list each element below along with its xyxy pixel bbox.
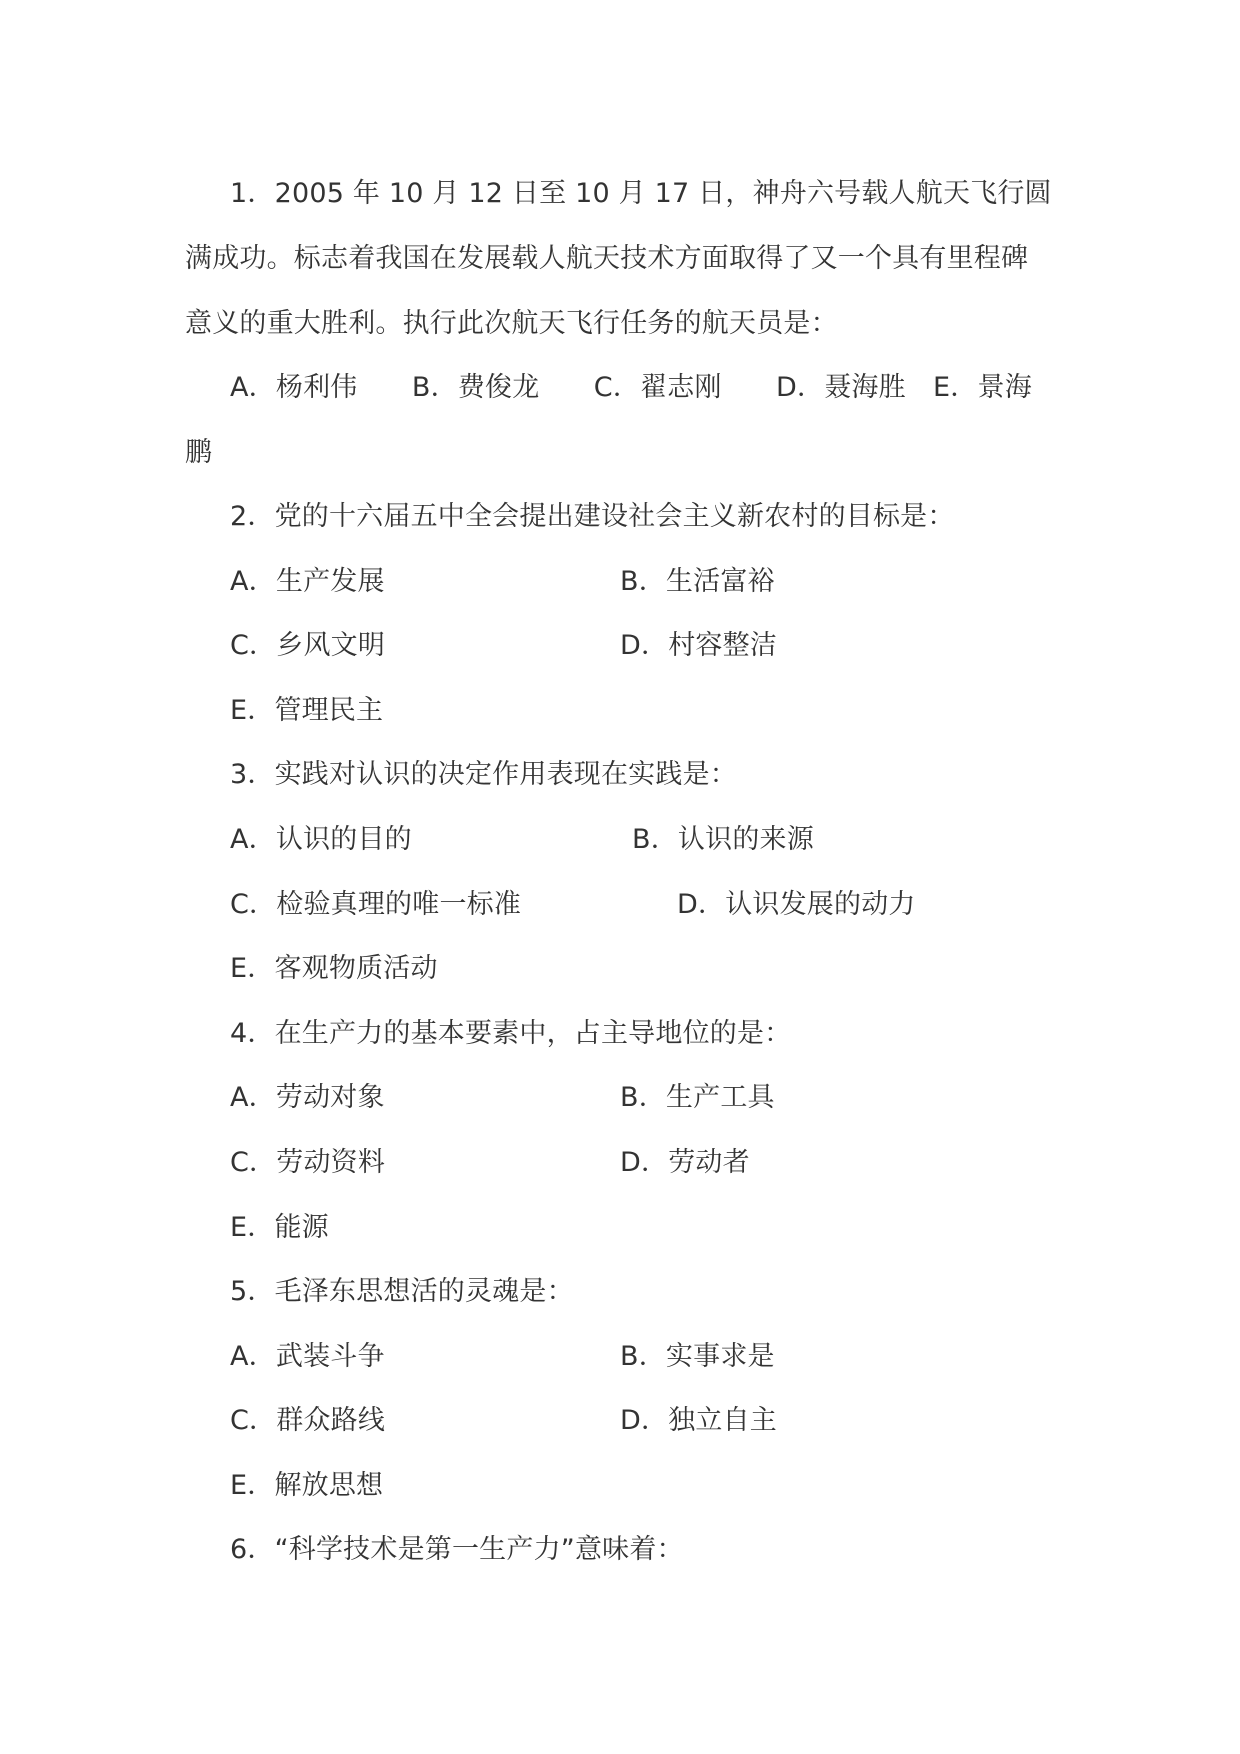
question-2-stem: 2．党的十六届五中全会提出建设社会主义新农村的目标是： — [230, 501, 955, 532]
question-2-option-b: B．生活富裕 — [620, 566, 775, 597]
question-4-option-b: B．生产工具 — [620, 1082, 775, 1113]
question-3-option-b: B．认识的来源 — [632, 824, 814, 855]
question-2-option-e: E．管理民主 — [230, 695, 384, 726]
question-5-stem: 5．毛泽东思想活的灵魂是： — [230, 1276, 574, 1307]
question-4-option-c: C．劳动资料 — [230, 1147, 386, 1178]
question-5-option-c: C．群众路线 — [230, 1405, 386, 1436]
question-6-stem: 6．“科学技术是第一生产力”意味着： — [230, 1534, 684, 1565]
question-4-option-d: D．劳动者 — [620, 1147, 750, 1178]
question-1-options: A．杨利伟 B．费俊龙 C．翟志刚 D．聂海胜 E．景海 — [230, 372, 1032, 403]
question-2-option-c: C．乡风文明 — [230, 630, 386, 661]
question-3-stem: 3．实践对认识的决定作用表现在实践是： — [230, 759, 737, 790]
question-2-option-d: D．村容整洁 — [620, 630, 777, 661]
question-3-option-e: E．客观物质活动 — [230, 953, 438, 984]
question-4-stem: 4．在生产力的基本要素中，占主导地位的是： — [230, 1018, 792, 1049]
question-4-option-a: A．劳动对象 — [230, 1082, 385, 1113]
question-2-option-a: A．生产发展 — [230, 566, 385, 597]
question-4-option-e: E．能源 — [230, 1212, 329, 1243]
question-5-option-d: D．独立自主 — [620, 1405, 777, 1436]
question-5-option-a: A．武装斗争 — [230, 1341, 385, 1372]
question-1-options-wrap: 鹏 — [185, 437, 213, 468]
question-3-option-d: D．认识发展的动力 — [677, 889, 916, 920]
question-5-option-b: B．实事求是 — [620, 1341, 775, 1372]
question-5-option-e: E．解放思想 — [230, 1470, 384, 1501]
question-1-stem-line-1: 1．2005 年 10 月 12 日至 10 月 17 日，神舟六号载人航天飞行圆 — [230, 178, 1052, 209]
question-1-stem-line-3: 意义的重大胜利。执行此次航天飞行任务的航天员是： — [185, 308, 838, 339]
question-3-option-a: A．认识的目的 — [230, 824, 412, 855]
question-3-option-c: C．检验真理的唯一标准 — [230, 889, 522, 920]
question-1-stem-line-2: 满成功。标志着我国在发展载人航天技术方面取得了又一个具有里程碑 — [185, 243, 1029, 274]
